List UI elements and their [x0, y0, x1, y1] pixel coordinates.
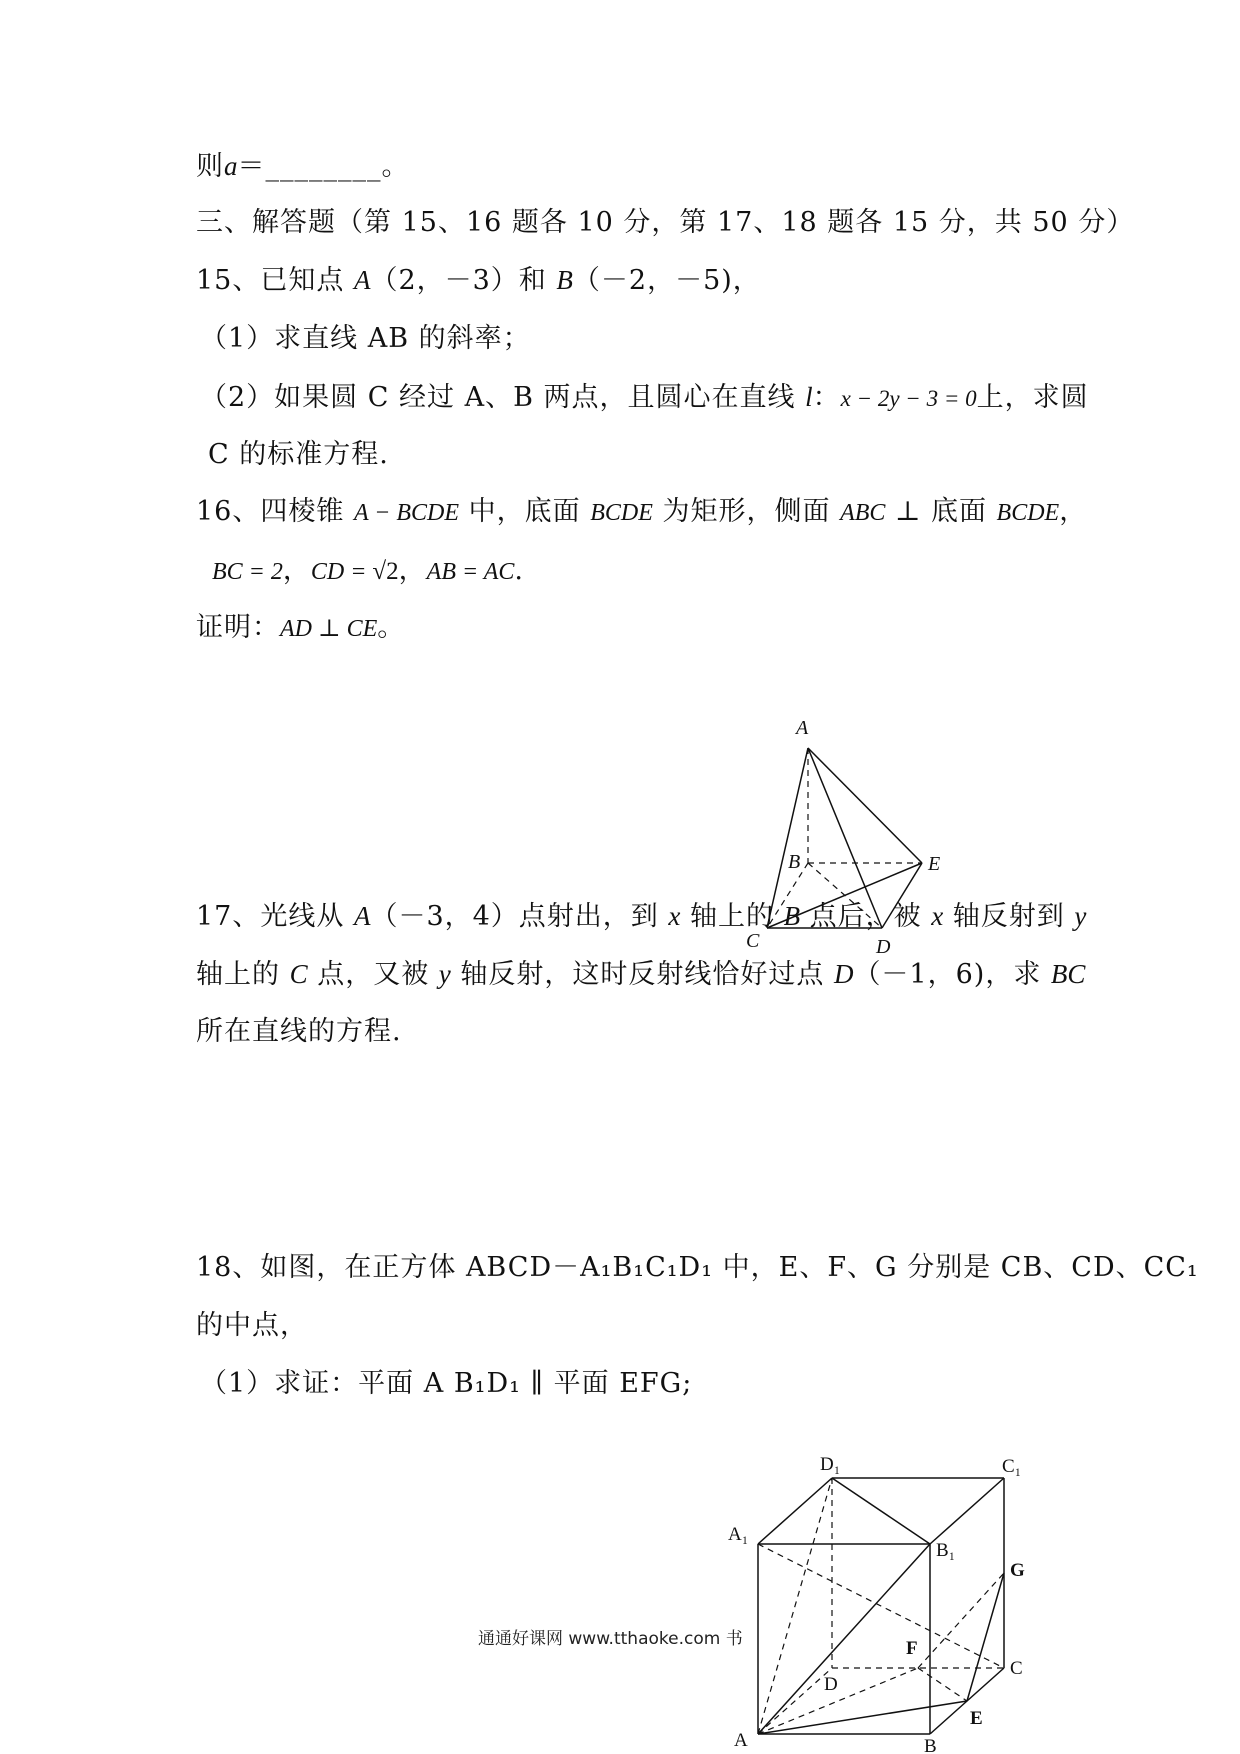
label-a1: A₁	[728, 1524, 749, 1545]
point-c: C	[289, 959, 308, 989]
problem-18-part-1: （1）求证：平面 A B₁D₁ ∥ 平面 EFG;	[200, 1368, 693, 1399]
pyramid-name: A − BCDE	[353, 500, 460, 526]
text: 16、四棱锥	[196, 496, 354, 527]
point-a: A	[353, 901, 371, 931]
x-axis: x	[931, 901, 944, 931]
label-b1: B₁	[936, 1540, 956, 1561]
segment-bc: BC	[1050, 959, 1086, 989]
base-name: BCDE	[590, 500, 653, 526]
text: 点后，被	[800, 901, 932, 932]
label-e: E	[970, 1708, 983, 1729]
label-b: B	[788, 851, 801, 873]
variable-a: a	[224, 151, 238, 181]
segment-fg	[918, 1573, 1004, 1668]
text: .	[514, 555, 524, 586]
problem-15-part-1: （1）求直线 AB 的斜率；	[200, 323, 531, 354]
text: （－2，－5)，	[572, 265, 761, 296]
text: ⊥ 底面	[885, 496, 997, 527]
cube-figure	[720, 1440, 1060, 1754]
base-name: BCDE	[996, 500, 1060, 526]
claim: AD ⊥ CE	[280, 616, 378, 642]
label-e: E	[928, 853, 941, 875]
segment-fe	[918, 1668, 967, 1701]
text: 点，又被	[307, 959, 439, 990]
problem-18-stem-cont: 的中点，	[196, 1310, 308, 1341]
line-l: l	[805, 382, 813, 412]
text: 为矩形，侧面	[652, 496, 841, 527]
edge-b1c1	[930, 1478, 1004, 1544]
text: 证明：	[196, 612, 280, 643]
label-b: B	[924, 1736, 937, 1754]
problem-16-stem	[196, 494, 1087, 531]
segment-ab1	[758, 1544, 930, 1734]
problem-17-stem-end: 所在直线的方程.	[196, 1016, 402, 1047]
text: （2）如果圆 C 经过 A、B 两点，且圆心在直线	[200, 382, 806, 413]
problem-17-stem	[196, 898, 1086, 935]
segment-d1b1	[832, 1478, 930, 1544]
label-c: C	[746, 930, 760, 952]
problem-16-prove	[196, 610, 405, 647]
condition-bc: BC = 2	[212, 559, 283, 585]
segment-af	[758, 1668, 918, 1734]
label-c1: C₁	[1002, 1456, 1022, 1477]
segment-ge	[967, 1573, 1004, 1701]
edge-a1d1	[758, 1478, 832, 1544]
sqrt-two: √2	[372, 558, 399, 585]
face-name: ABC	[840, 500, 886, 526]
blank: ＝________。	[237, 151, 410, 182]
label-a: A	[734, 1730, 748, 1751]
text: 15、已知点	[196, 265, 354, 296]
text: （－1，6)，求	[853, 959, 1051, 990]
text: 中，底面	[459, 496, 591, 527]
text: ，	[1059, 496, 1088, 527]
text: 。	[377, 612, 406, 643]
point-b: B	[783, 901, 801, 931]
x-axis: x	[668, 901, 681, 931]
answer-blank-line	[196, 148, 410, 185]
label-d1: D₁	[820, 1454, 841, 1475]
text: ，	[398, 555, 427, 586]
condition-cd: CD =	[310, 559, 373, 585]
label-d: D	[876, 936, 891, 958]
line-equation: x − 2y − 3 = 0	[840, 386, 977, 411]
edge-ae	[808, 748, 922, 863]
segment-ad1	[758, 1478, 832, 1734]
point-d: D	[833, 959, 854, 989]
condition-ab-ac: AB = AC	[426, 559, 515, 585]
problem-15-part-2	[200, 379, 1089, 417]
y-axis: y	[438, 959, 451, 989]
text: （－3，4）点射出，到	[370, 901, 669, 932]
problem-15-part-2-cont: C 的标准方程.	[208, 439, 389, 470]
label-f: F	[906, 1638, 918, 1659]
point-b: B	[556, 265, 573, 295]
text: （2，－3）和	[370, 265, 557, 296]
problem-18-stem: 18、如图，在正方体 ABCD－A₁B₁C₁D₁ 中，E、F、G 分别是 CB、CD、CC₁	[196, 1252, 1199, 1283]
problem-16-conditions	[212, 553, 524, 590]
label-c: C	[1010, 1658, 1023, 1679]
text: 轴反射，这时反射线恰好过点	[450, 959, 834, 990]
text: 则	[196, 151, 224, 182]
problem-15-stem	[196, 262, 761, 299]
text: 轴反射到	[943, 901, 1075, 932]
text: ，	[282, 555, 311, 586]
text: 轴上的	[196, 959, 290, 990]
text: 上，求圆	[976, 382, 1089, 413]
problem-17-stem-cont	[196, 956, 1085, 993]
footer-watermark: 通通好课网 www.tthaoke.com 书	[478, 1629, 743, 1649]
text: ：	[812, 382, 841, 413]
text: 轴上的	[680, 901, 784, 932]
label-d: D	[824, 1674, 838, 1695]
label-a: A	[796, 717, 809, 739]
text: 17、光线从	[196, 901, 354, 932]
section-heading: 三、解答题（第 15、16 题各 10 分，第 17、18 题各 15 分，共 50 分）	[196, 207, 1135, 238]
y-axis: y	[1074, 901, 1087, 931]
label-g: G	[1010, 1560, 1025, 1581]
point-a: A	[353, 265, 371, 295]
